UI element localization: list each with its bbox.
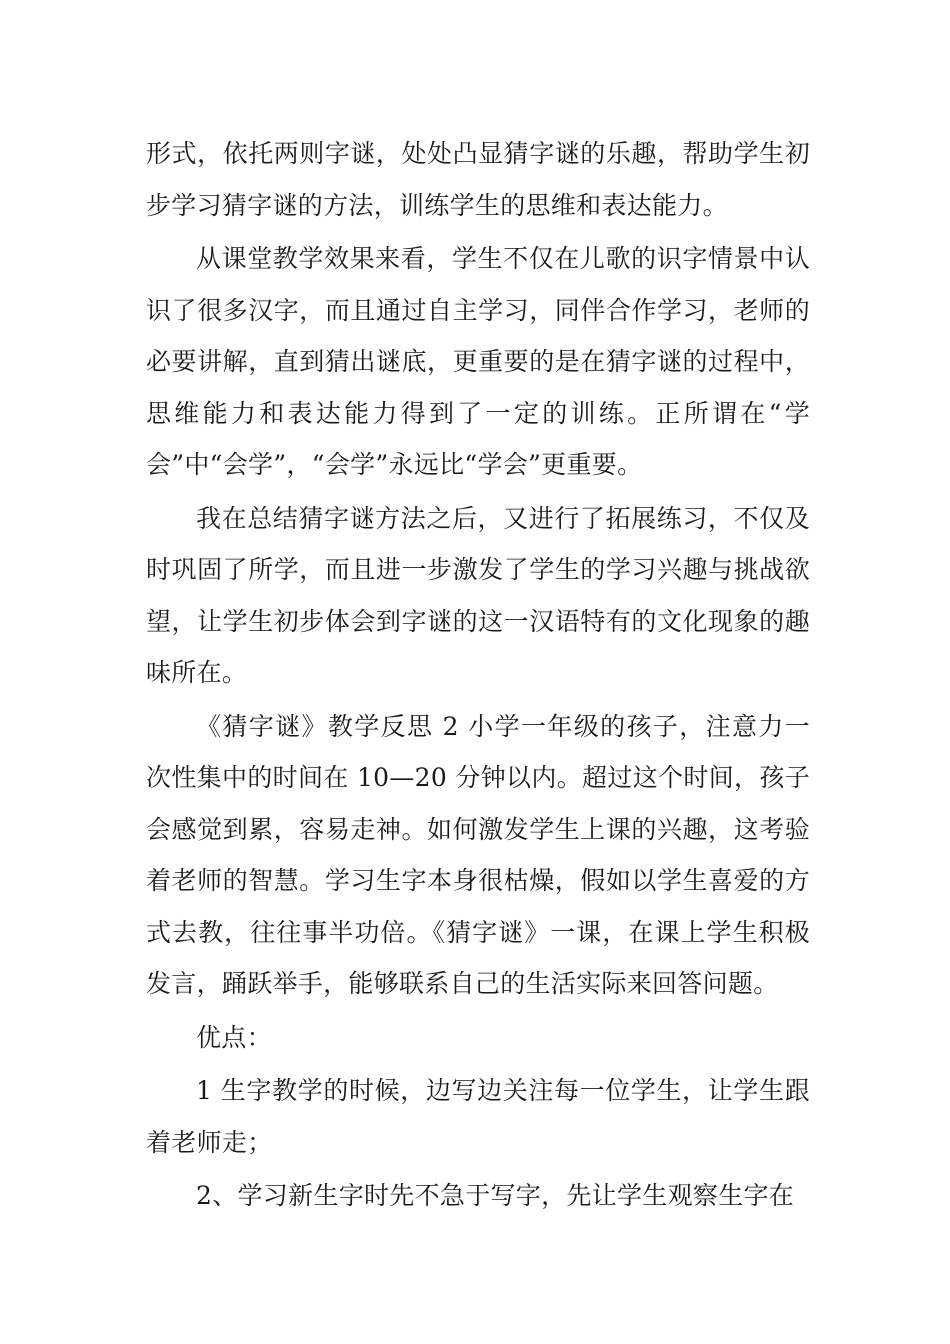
paragraph-extension-practice: 我在总结猜字谜方法之后，又进行了拓展练习，不仅及时巩固了所学，而且进一步激发了学生的学习兴趣与挑战欲望，让学生初步体会到字谜的这一汉语特有的文化现象的趣味所在。 [146, 503, 810, 687]
paragraph-advantage-1: 1 生字教学的时候，边写边关注每一位学生，让学生跟着老师走； [146, 1076, 810, 1157]
paragraph-advantage-2: 2、学习新生字时先不急于写字，先让学生观察生字在 [196, 1181, 795, 1210]
paragraph-reflection-2: 《猜字谜》教学反思 2 小学一年级的孩子，注意力一次性集中的时间在 10—20 分钟以内。超过这个时间，孩子会感觉到累，容易走神。如何激发学生上课的兴趣，这考验着老师的智慧。学习生字本身很枯燥，假如以学生喜爱的方式去教，往往事半功倍。《猜字谜》一课，在课上学生积极发言，踊跃举手，能够联系自己的生活实际来回答问题。 [146, 711, 810, 998]
document-body [146, 128, 810, 1224]
paragraph-advantages-heading: 优点： [196, 1022, 272, 1052]
paragraph-continuation: 形式，依托两则字谜，处处凸显猜字谜的乐趣，帮助学生初步学习猜字谜的方法，训练学生的思维和表达能力。 [146, 139, 810, 220]
paragraph-classroom-effect: 从课堂教学效果来看，学生不仅在儿歌的识字情景中认识了很多汉字，而且通过自主学习，同伴合作学习，老师的必要讲解，直到猜出谜底，更重要的是在猜字谜的过程中，思维能力和表达能力得到了一定的训练。正所谓在“学会”中“会学”，“会学”永远比“学会”更重要。 [146, 244, 810, 479]
